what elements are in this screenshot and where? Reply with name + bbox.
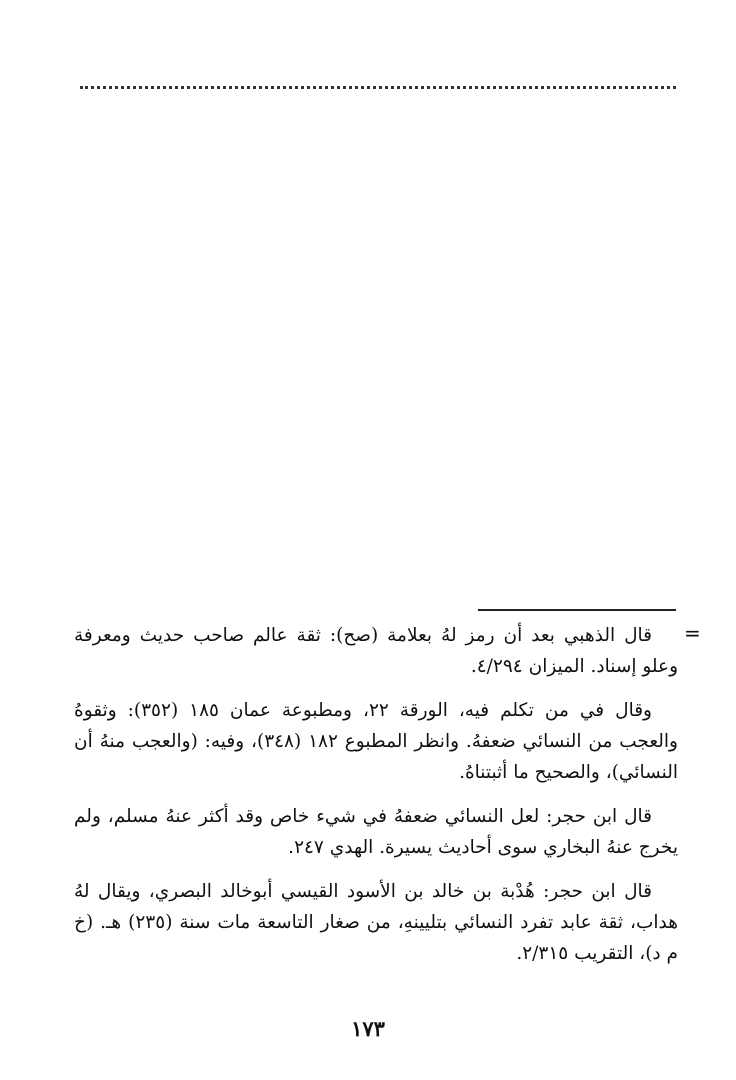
continuation-mark: =: [684, 621, 701, 645]
footnote-rule: [478, 609, 676, 611]
footnote-paragraph: وقال في من تكلم فيه، الورقة ٢٢، ومطبوعة عمان ١٨٥ (٣٥٢): وثقوهُ والعجب من النسائي ضعفهُ. وانظر المطبوع ١٨٢ (٣٤٨)، وفيه: (والعجب منهُ أن النسائي)، والصحيح ما أثبتناهُ.: [74, 700, 678, 783]
dotted-separator: [80, 86, 676, 89]
footnote-paragraph: قال الذهبي بعد أن رمز لهُ بعلامة (صح): ثقة عالم صاحب حديث ومعرفة وعلو إسناد. الميزان ٤/٢٩٤.: [74, 625, 678, 677]
footnote-paragraph: قال ابن حجر: هُدْبة بن خالد بن الأسود القيسي أبوخالد البصري، ويقال لهُ هداب، ثقة عابد تفرد النسائي بتليينهِ، من صغار التاسعة مات سنة (٢٣٥) هـ. (خ م د)، التقريب ٢/٣١٥.: [74, 881, 678, 964]
footnotes: [74, 620, 678, 982]
page-number: ١٧٣: [351, 1016, 385, 1041]
footnote-paragraph: قال ابن حجر: لعل النسائي ضعفهُ في شيء خاص وقد أكثر عنهُ مسلم، ولم يخرج عنهُ البخاري سوى أحاديث يسيرة. الهدي ٢٤٧.: [74, 806, 678, 858]
